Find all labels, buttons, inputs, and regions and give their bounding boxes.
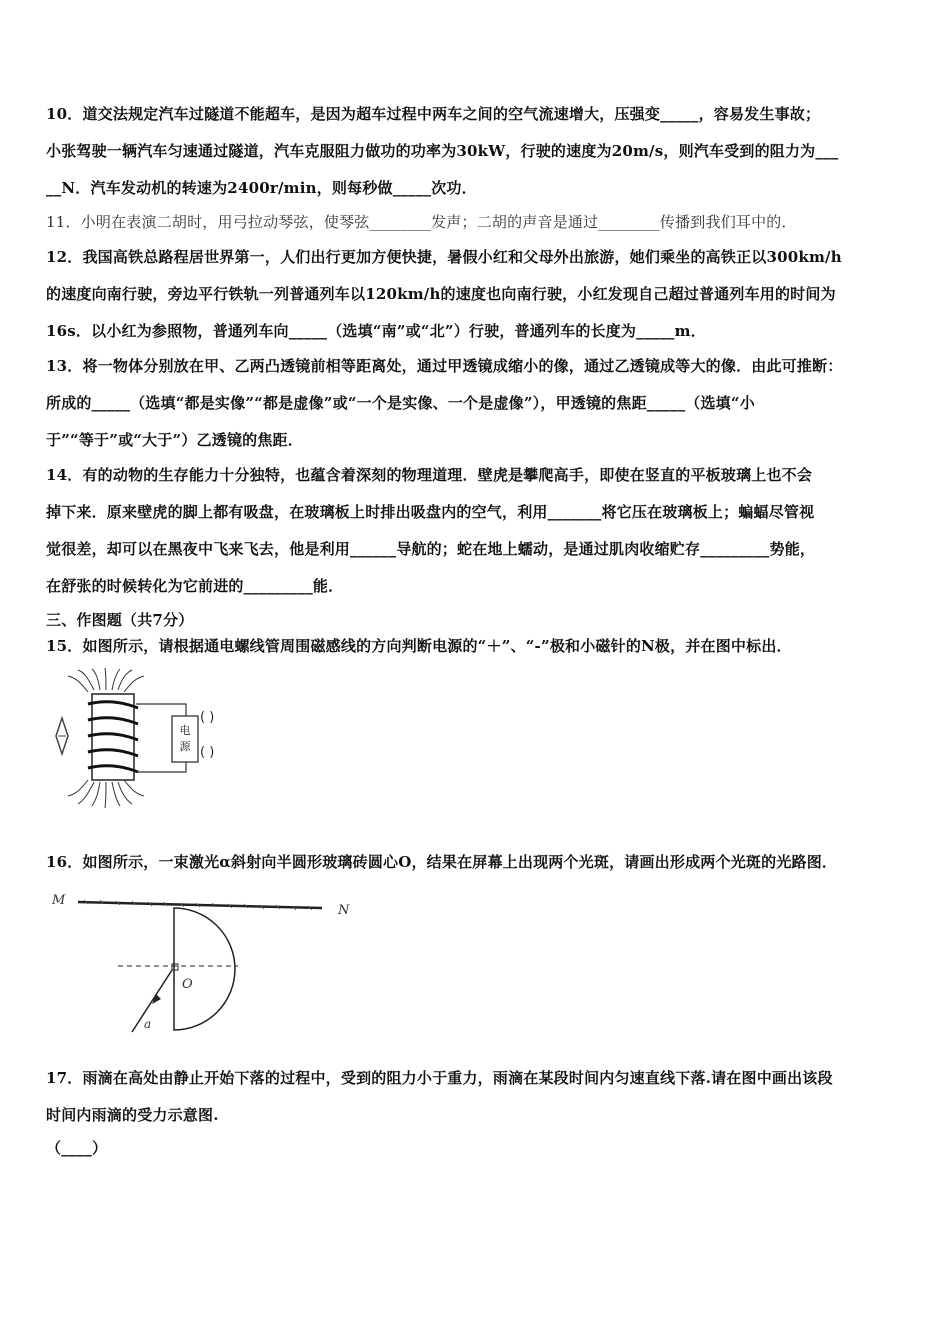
q14-line-2: 掉下来．原来壁虎的脚上都有吸盘，在玻璃板上时排出吸盘内的空气，利用_______将它压在玻璃板上；蝙蝠尽管视 [46,503,815,521]
q14-line-1: 14．有的动物的生存能力十分独特，也蕴含着深刻的物理道理．壁虎是攀爬高手，即使在竖直的平板玻璃上也不会 [46,466,813,484]
q10-line-1: 10．道交法规定汽车过隧道不能超车，是因为超车过程中两车之间的空气流速增大，压强变_____，容易发生事故； [46,105,821,123]
field-lines-top [68,668,144,692]
semicircle-glass [174,908,235,1030]
q13-line-1: 13．将一物体分别放在甲、乙两凸透镜前相等距离处，通过甲透镜成缩小的像，通过乙透镜成等大的像．由此可推断： [46,357,843,375]
section-title: 三、作图题（共7分） [46,611,194,629]
label-m: M [52,893,66,908]
q12-line-1: 12．我国高铁总路程居世界第一，人们出行更加方便快捷，暑假小红和父母外出旅游，她们乘坐的高铁正以300km/h [46,248,842,266]
q16-text: 16．如图所示，一束激光α斜射向半圆形玻璃砖圆心O，结果在屏幕上出现两个光斑，请画出形成两个光斑的光路图． [46,853,838,871]
q13-line-3: 于”“等于”或“大于”）乙透镜的焦距． [46,431,303,449]
incident-ray [132,970,172,1032]
q17-line-1: 17．雨滴在高处由静止开始下落的过程中，受到的阻力小于重力，雨滴在某段时间内匀速直线下落.请在图中画出该段 [46,1069,833,1087]
q12-line-3: 16s．以小红为参照物，普通列车向_____（选填“南”或“北”）行驶，普通列车的长度为_____m． [46,322,706,340]
q15-text: 15．如图所示，请根据通电螺线管周围磁感线的方向判断电源的“＋”、“-”极和小磁针的N极，并在图中标出． [46,637,792,655]
q14-line-4: 在舒张的时候转化为它前进的_________能． [46,577,344,595]
positive-terminal-blank: ( ) [200,710,215,725]
negative-terminal-blank: ( ) [200,745,215,760]
field-lines-bottom [68,780,144,808]
power-source-label-2: 源 [179,740,191,753]
q14-line-3: 觉很差，却可以在黑夜中飞来飞去，他是利用______导航的；蛇在地上蠕动，是通过肌肉收缩贮存_________势能， [46,540,816,558]
label-o: O [182,977,193,992]
label-n: N [338,903,350,918]
q13-line-2: 所成的_____（选填“都是实像”“都是虚像”或“一个是实像、一个是虚像”），甲透镜的焦距_____（选填“小 [46,394,755,412]
q17-answer-blank: （____） [46,1139,108,1157]
q10-line-2: 小张驾驶一辆汽车匀速通过隧道，汽车克服阻力做功的功率为30kW，行驶的速度为20m/s，则汽车受到的阻力为___ [46,142,839,160]
q17-line-2: 时间内雨滴的受力示意图. [46,1106,219,1124]
solenoid-figure [48,668,248,810]
refraction-figure [48,886,358,1038]
q10-line-3: __N．汽车发动机的转速为2400r/min，则每秒做_____次功． [46,179,477,197]
q12-line-2: 的速度向南行驶，旁边平行铁轨一列普通列车以120km/h的速度也向南行驶，小红发现自己超过普通列车用的时间为 [46,285,836,303]
power-source-box [172,716,198,762]
screen-hatch [84,900,312,910]
label-a: a [144,1017,152,1031]
q11-line-1: 11．小明在表演二胡时，用弓拉动琴弦，使琴弦________发声；二胡的声音是通过________传播到我们耳中的． [46,213,797,231]
compass-needle-icon [56,718,68,754]
screen-line [78,902,322,908]
power-source-label-1: 电 [179,724,191,737]
